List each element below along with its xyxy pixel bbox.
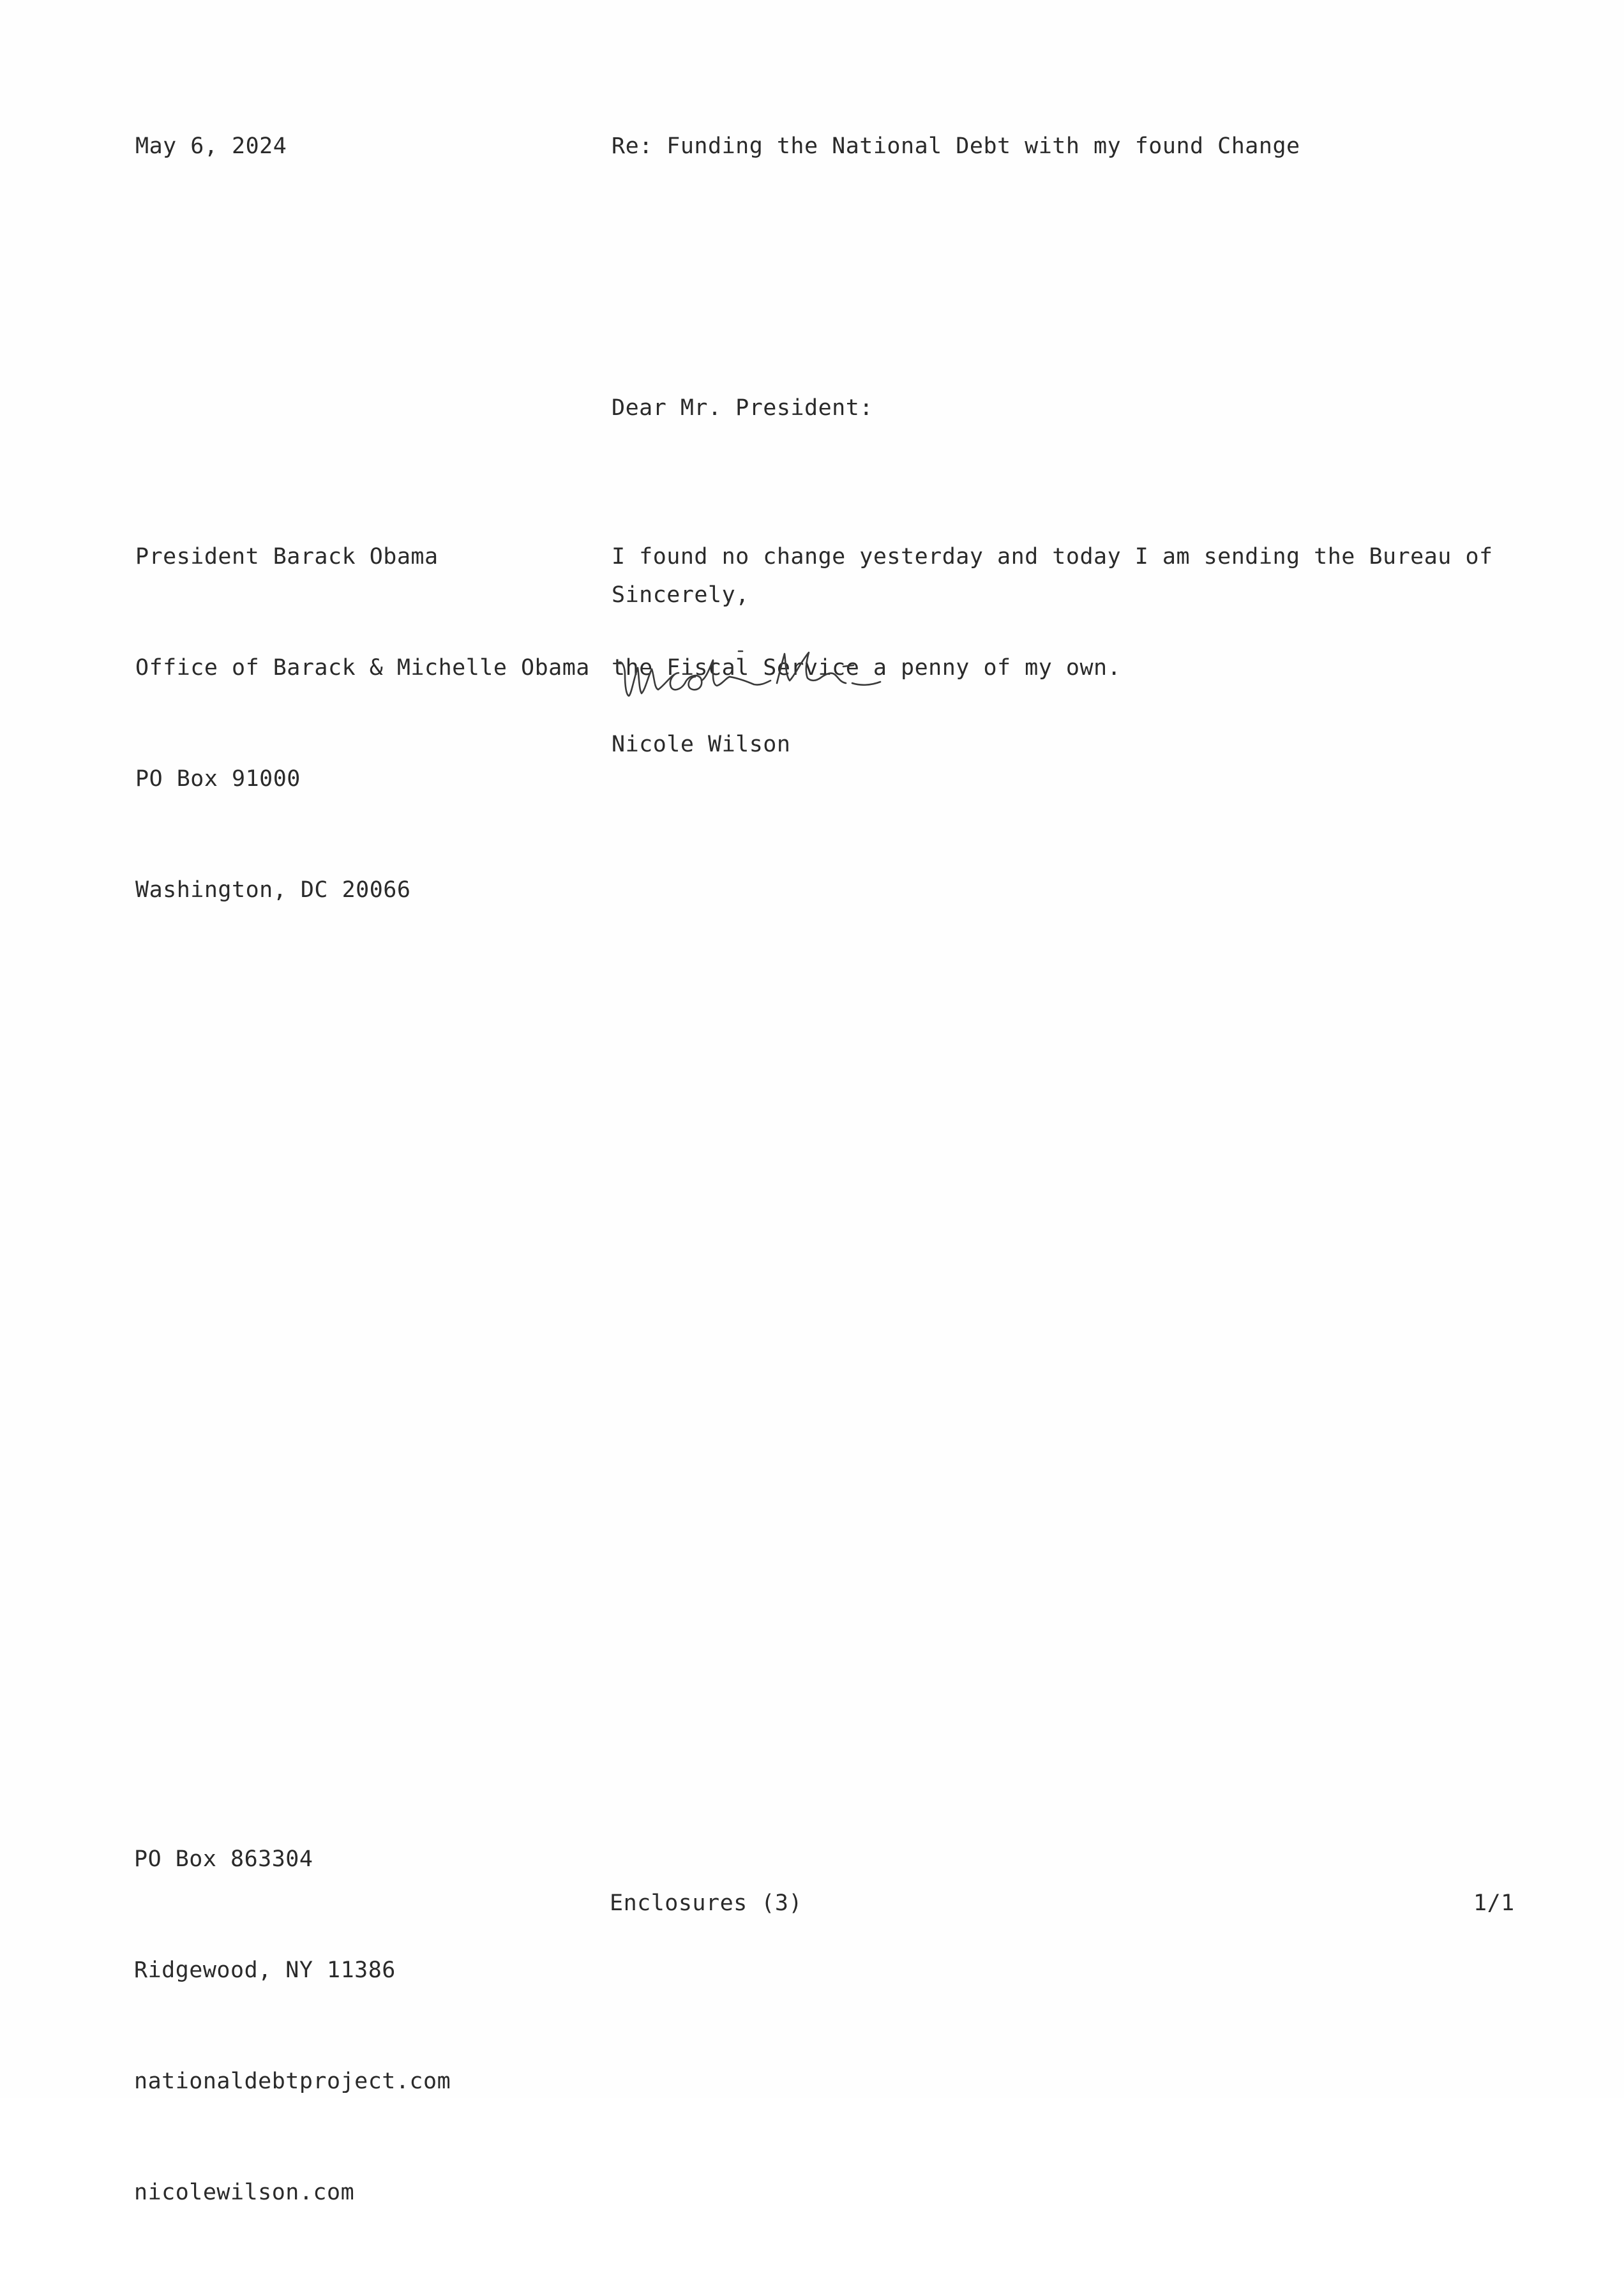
letter-date: May 6, 2024	[135, 133, 287, 159]
enclosures-note: Enclosures (3)	[610, 1890, 803, 1916]
page-number: 1/1	[1473, 1890, 1515, 1916]
closing: Sincerely,	[612, 582, 749, 608]
recipient-address	[135, 464, 590, 983]
sender-line: nationaldebtproject.com	[134, 2069, 451, 2094]
handwritten-signature	[610, 614, 910, 710]
recipient-line: President Barack Obama	[135, 544, 439, 569]
sender-line: PO Box 863304	[134, 1846, 313, 1872]
salutation: Dear Mr. President:	[612, 395, 873, 421]
recipient-line: Office of Barack & Michelle Obama	[135, 655, 590, 681]
sender-line: nicolewilson.com	[134, 2180, 355, 2205]
signer-name: Nicole Wilson	[612, 732, 791, 757]
sender-address	[134, 1767, 451, 2285]
body-line: the Fiscal Service a penny of my own.	[612, 655, 1122, 681]
recipient-line: PO Box 91000	[135, 766, 301, 792]
body-line: I found no change yesterday and today I am sending the Bureau of	[612, 544, 1493, 569]
sender-line: Ridgewood, NY 11386	[134, 1957, 396, 1983]
recipient-line: Washington, DC 20066	[135, 877, 411, 903]
letter-subject: Re: Funding the National Debt with my found Change	[612, 133, 1300, 159]
